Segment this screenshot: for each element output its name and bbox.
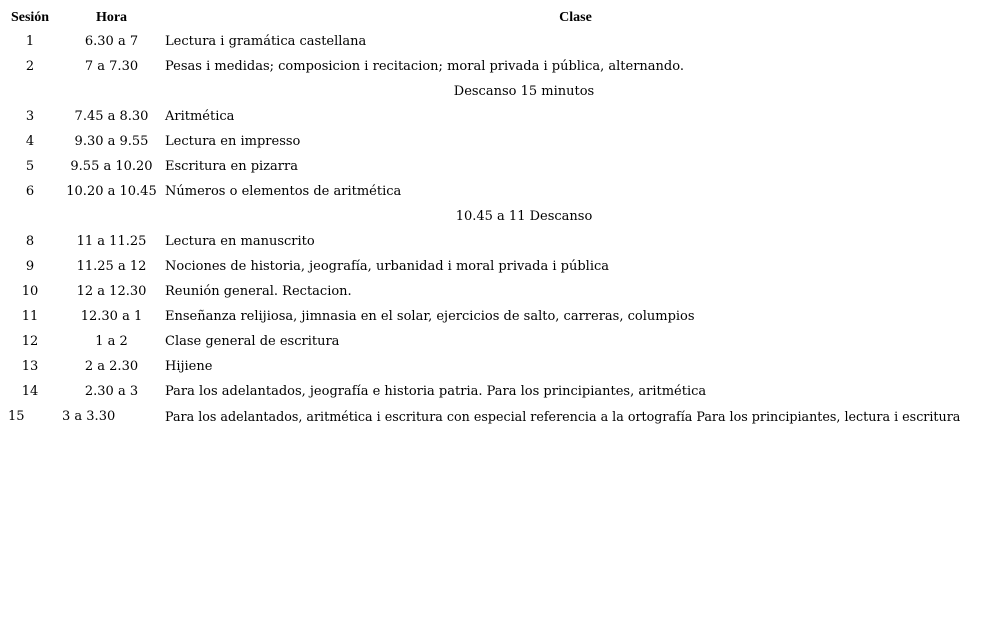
header-hora: Hora bbox=[95, 10, 128, 25]
session-number: 4 bbox=[25, 134, 35, 149]
session-class: Aritmética bbox=[165, 109, 235, 124]
session-class: Lectura en manuscrito bbox=[165, 234, 315, 249]
session-number: 9 bbox=[25, 259, 35, 274]
pause-label: Descanso 15 minutos bbox=[453, 84, 595, 99]
session-number: 12 bbox=[21, 334, 39, 349]
session-number: 6 bbox=[25, 184, 35, 199]
pause-label: 10.45 a 11 Descanso bbox=[455, 209, 593, 224]
table-row bbox=[0, 329, 988, 354]
session-time: 10.20 a 10.45 bbox=[66, 184, 157, 199]
header-sesion: Sesión bbox=[10, 10, 50, 25]
table-row bbox=[0, 379, 988, 404]
session-class: Enseñanza relijiosa, jimnasia en el solar, ejercicios de salto, carreras, columpios bbox=[165, 309, 695, 324]
session-number: 11 bbox=[21, 309, 39, 324]
table-row bbox=[0, 154, 988, 179]
table-body bbox=[0, 29, 988, 429]
pause-row bbox=[0, 204, 988, 229]
table-row bbox=[0, 129, 988, 154]
session-time: 7 a 7.30 bbox=[84, 59, 139, 74]
session-number: 15 bbox=[8, 409, 25, 424]
session-number: 8 bbox=[25, 234, 35, 249]
session-class: Clase general de escritura bbox=[165, 334, 340, 349]
session-class: Para los adelantados, aritmética i escritura con especial referencia a la ortografía Para los principiantes, lectura i escritura bbox=[165, 409, 961, 424]
session-class: Nociones de historia, jeografía, urbanidad i moral privada i pública bbox=[165, 259, 610, 274]
session-time: 2.30 a 3 bbox=[84, 384, 139, 399]
schedule-table bbox=[0, 6, 988, 429]
session-class: Números o elementos de aritmética bbox=[165, 184, 402, 199]
session-class: Escritura en pizarra bbox=[165, 159, 298, 174]
session-time: 3 a 3.30 bbox=[62, 409, 116, 424]
session-class: Reunión general. Rectacion. bbox=[165, 284, 352, 299]
header-clase: Clase bbox=[559, 10, 592, 25]
session-number: 1 bbox=[25, 34, 35, 49]
table-row bbox=[0, 29, 988, 54]
session-time: 11 a 11.25 bbox=[76, 234, 147, 249]
session-time: 9.30 a 9.55 bbox=[74, 134, 149, 149]
table-row bbox=[0, 229, 988, 254]
session-number: 10 bbox=[21, 284, 39, 299]
session-number: 13 bbox=[21, 359, 39, 374]
pause-row bbox=[0, 79, 988, 104]
session-time: 11.25 a 12 bbox=[76, 259, 147, 274]
pause-spacer bbox=[0, 204, 60, 229]
session-time: 1 a 2 bbox=[95, 334, 128, 349]
session-class: Lectura en impresso bbox=[165, 134, 301, 149]
session-number: 14 bbox=[21, 384, 39, 399]
session-class: Hijiene bbox=[165, 359, 213, 374]
session-number: 2 bbox=[25, 59, 35, 74]
table-row bbox=[0, 279, 988, 304]
session-number: 5 bbox=[25, 159, 35, 174]
session-class: Lectura i gramática castellana bbox=[165, 34, 367, 49]
session-time: 7.45 a 8.30 bbox=[74, 109, 149, 124]
table-row bbox=[0, 354, 988, 379]
header-row bbox=[0, 6, 988, 29]
table-row bbox=[0, 54, 988, 79]
session-time: 6.30 a 7 bbox=[84, 34, 139, 49]
table-row bbox=[0, 304, 988, 329]
table-row bbox=[0, 104, 988, 129]
session-class: Pesas i medidas; composicion i recitacion; moral privada i pública, alternando. bbox=[165, 59, 684, 74]
table-header bbox=[0, 6, 988, 29]
pause-spacer bbox=[0, 79, 60, 104]
table-row bbox=[0, 254, 988, 279]
session-time: 9.55 a 10.20 bbox=[70, 159, 153, 174]
session-time: 12 a 12.30 bbox=[76, 284, 147, 299]
session-class: Para los adelantados, jeografía e historia patria. Para los principiantes, aritmética bbox=[165, 384, 707, 399]
table-row bbox=[0, 404, 988, 429]
table-row bbox=[0, 179, 988, 204]
session-number: 3 bbox=[25, 109, 35, 124]
session-time: 2 a 2.30 bbox=[84, 359, 139, 374]
session-time: 12.30 a 1 bbox=[80, 309, 143, 324]
